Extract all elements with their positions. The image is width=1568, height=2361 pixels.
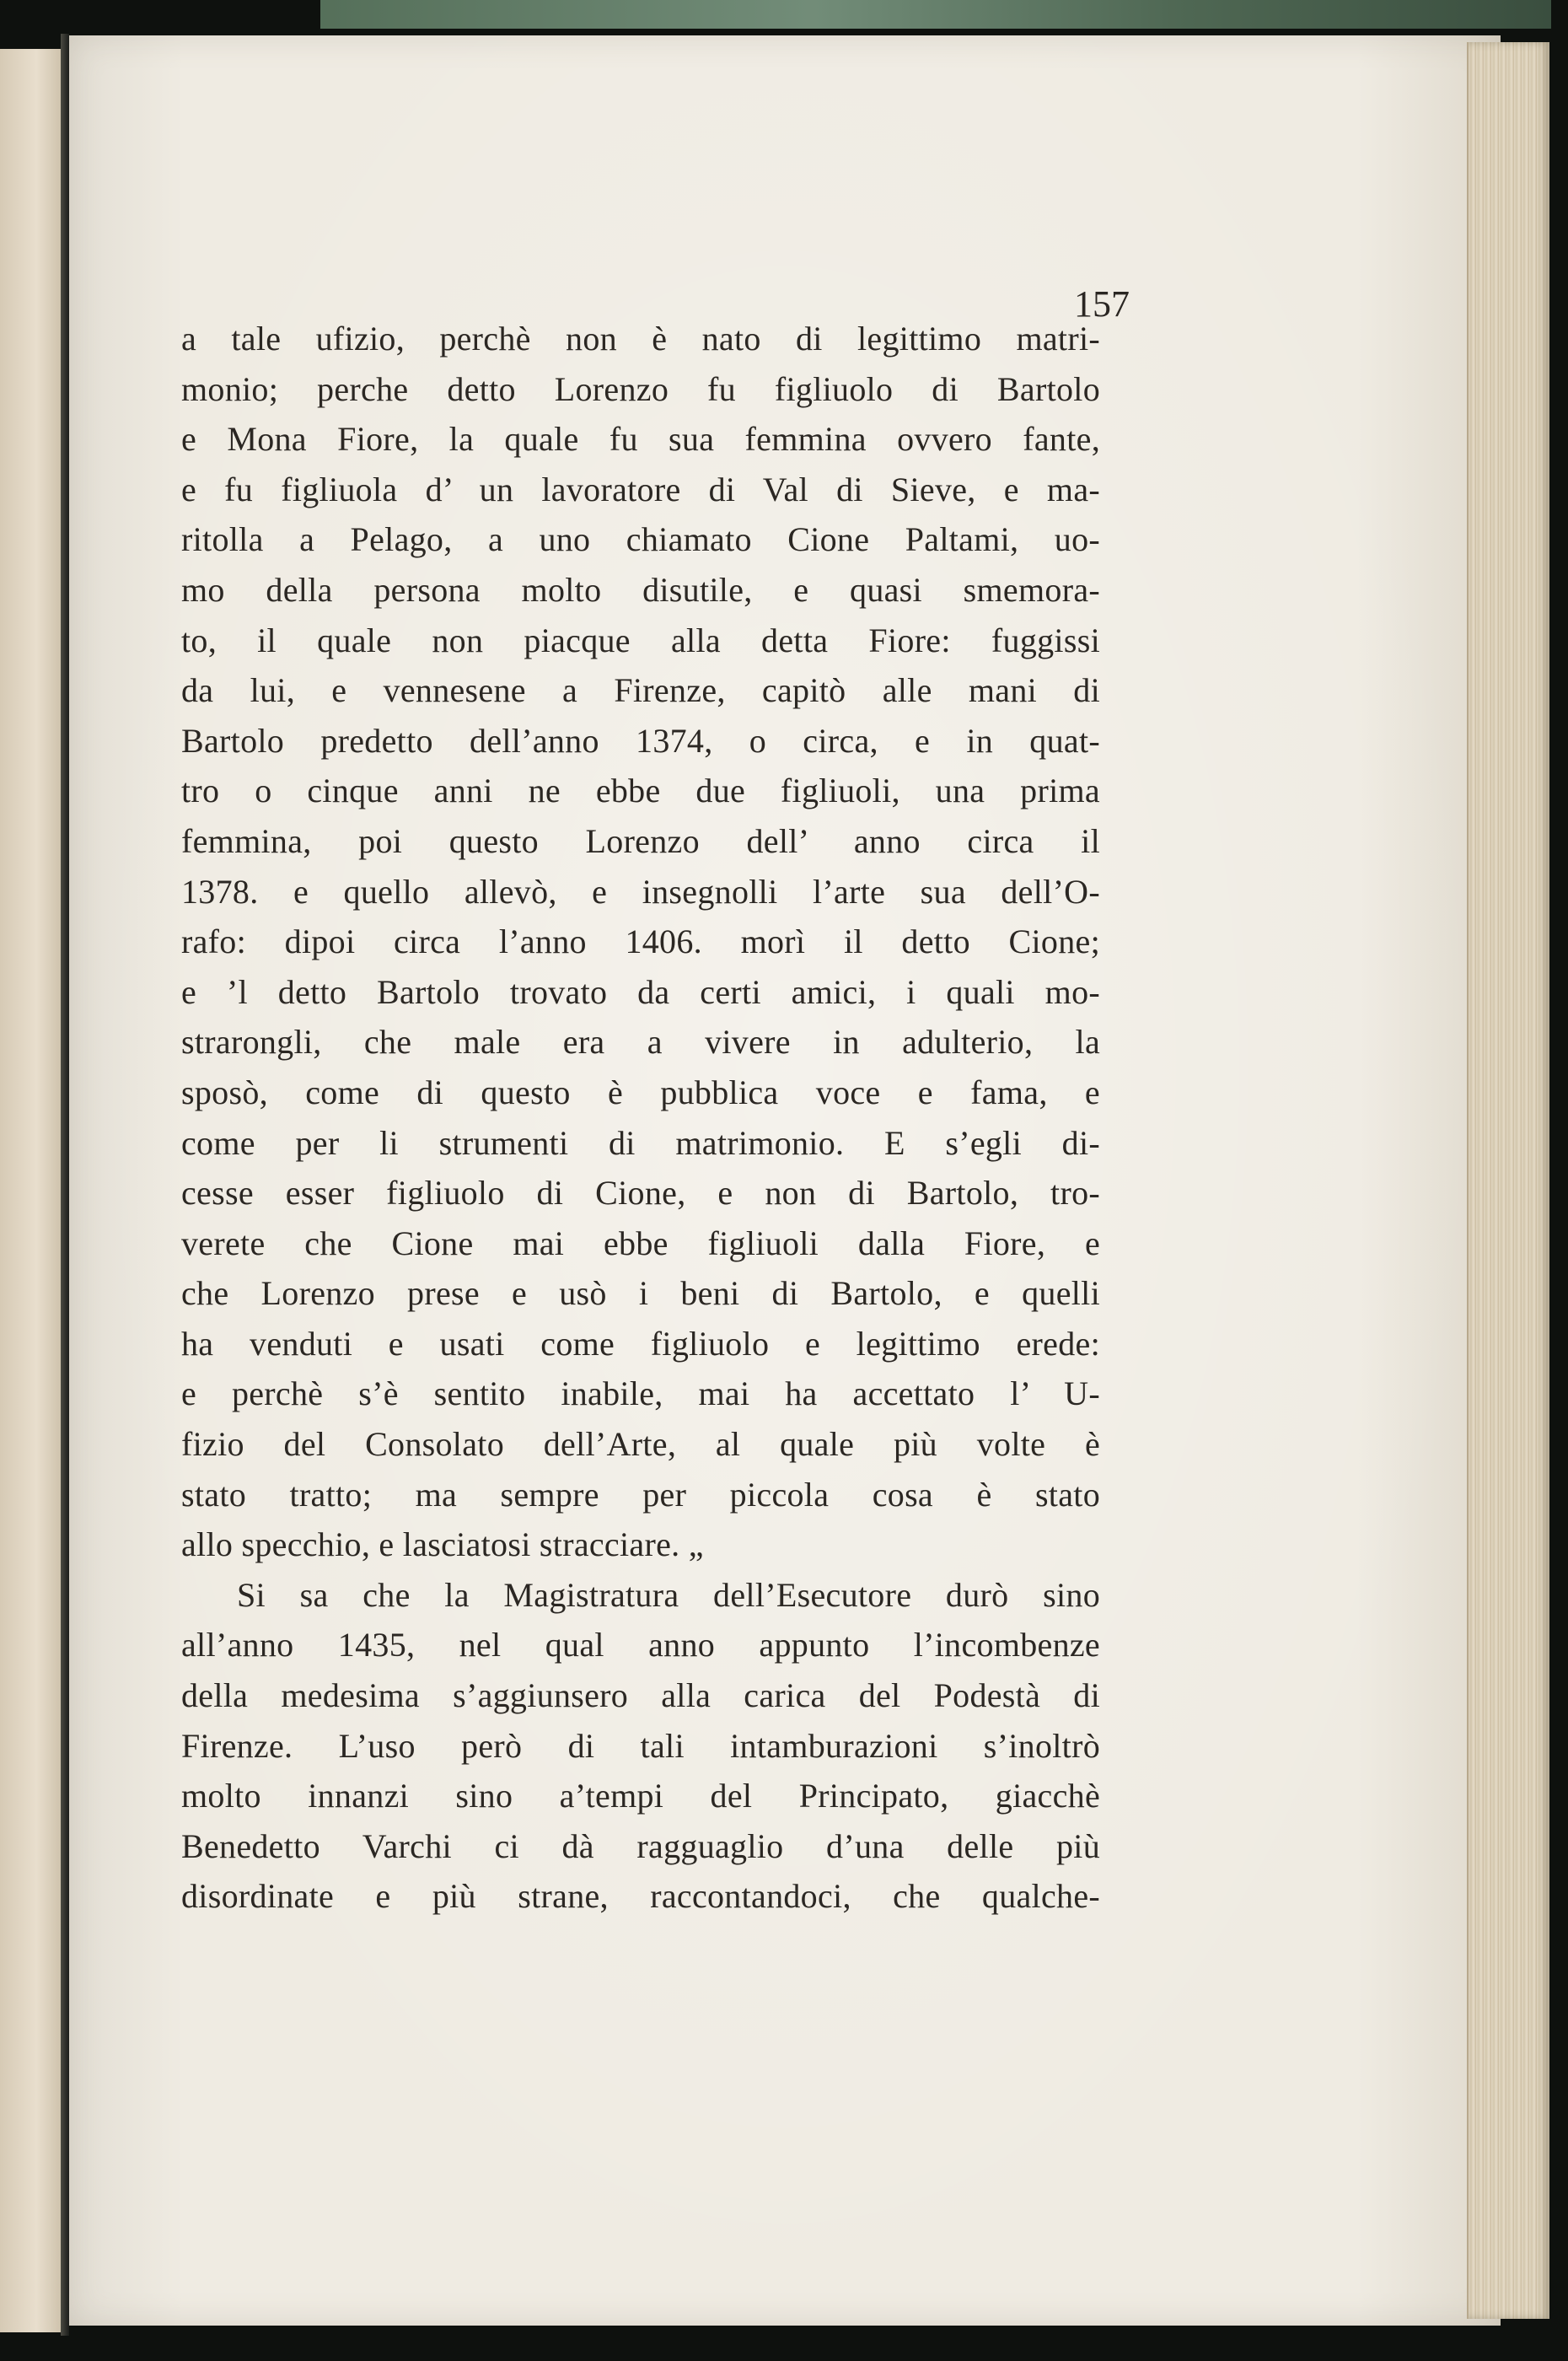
text-line: che Lorenzo prese e usò i beni di Bartolo, e quelli [181,1274,1100,1313]
text-line: e fu figliuola d’ un lavoratore di Val di Sieve, e ma- [181,470,1100,508]
text-line: cesse esser figliuolo di Cione, e non di Bartolo, tro- [181,1174,1100,1213]
book-gutter [61,34,69,2336]
text-line: all’anno 1435, nel qual anno appunto l’incombenze [181,1626,1100,1665]
text-line: della medesima s’aggiunsero alla carica del Podestà di [181,1676,1100,1715]
text-line: allo specchio, e lasciatosi stracciare. „ [181,1525,704,1564]
text-line: 1378. e quello allevò, e insegnolli l’arte sua dell’O- [181,872,1100,911]
text-line: molto innanzi sino a’tempi del Principato, giacchè [181,1777,1100,1815]
text-line: Bartolo predetto dell’anno 1374, o circa, e in quat- [181,721,1100,760]
body-text [181,314,1100,1922]
text-line: femmina, poi questo Lorenzo dell’ anno circa il [181,821,1100,860]
text-line: ha venduti e usati come figliuolo e legittimo erede: [181,1324,1100,1363]
text-line: e Mona Fiore, la quale fu sua femmina ovvero fante, [181,420,1100,459]
text-line: come per li strumenti di matrimonio. E s’egli di- [181,1123,1100,1162]
text-line: ritolla a Pelago, a uno chiamato Cione Paltami, uo- [181,520,1100,559]
previous-page-edge [0,49,63,2332]
page-number: 157 [1074,283,1130,325]
text-line: monio; perche detto Lorenzo fu figliuolo di Bartolo [181,369,1100,408]
text-line: da lui, e vennesene a Firenze, capitò alle mani di [181,671,1100,710]
text-line: e ’l detto Bartolo trovato da certi amici, i quali mo- [181,972,1100,1011]
text-line: Benedetto Varchi ci dà ragguaglio d’una delle più [181,1826,1100,1865]
page-fore-edge [1467,42,1549,2319]
text-line: strarongli, che male era a vivere in adulterio, la [181,1023,1100,1062]
text-line: sposò, come di questo è pubblica voce e fama, e [181,1073,1100,1111]
text-line: stato tratto; ma sempre per piccola cosa è stato [181,1475,1100,1514]
text-line: verete che Cione mai ebbe figliuoli dalla Fiore, e [181,1224,1100,1262]
text-line: rafo: dipoi circa l’anno 1406. morì il detto Cione; [181,922,1100,961]
text-line: mo della persona molto disutile, e quasi smemora- [181,570,1100,609]
text-line: disordinate e più strane, raccontandoci, che qualche- [181,1877,1100,1916]
text-line: Firenze. L’uso però di tali intamburazioni s’inoltrò [181,1726,1100,1765]
text-line: to, il quale non piacque alla detta Fiore: fuggissi [181,621,1100,659]
text-line: fizio del Consolato dell’Arte, al quale più volte è [181,1425,1100,1464]
cover-edge [320,0,1551,29]
text-line: Si sa che la Magistratura dell’Esecutore durò sino [237,1575,1100,1614]
text-line: tro o cinque anni ne ebbe due figliuoli, una prima [181,772,1100,810]
text-line: e perchè s’è sentito inabile, mai ha accettato l’ U- [181,1374,1100,1413]
text-line: a tale ufizio, perchè non è nato di legittimo matri- [181,320,1100,358]
